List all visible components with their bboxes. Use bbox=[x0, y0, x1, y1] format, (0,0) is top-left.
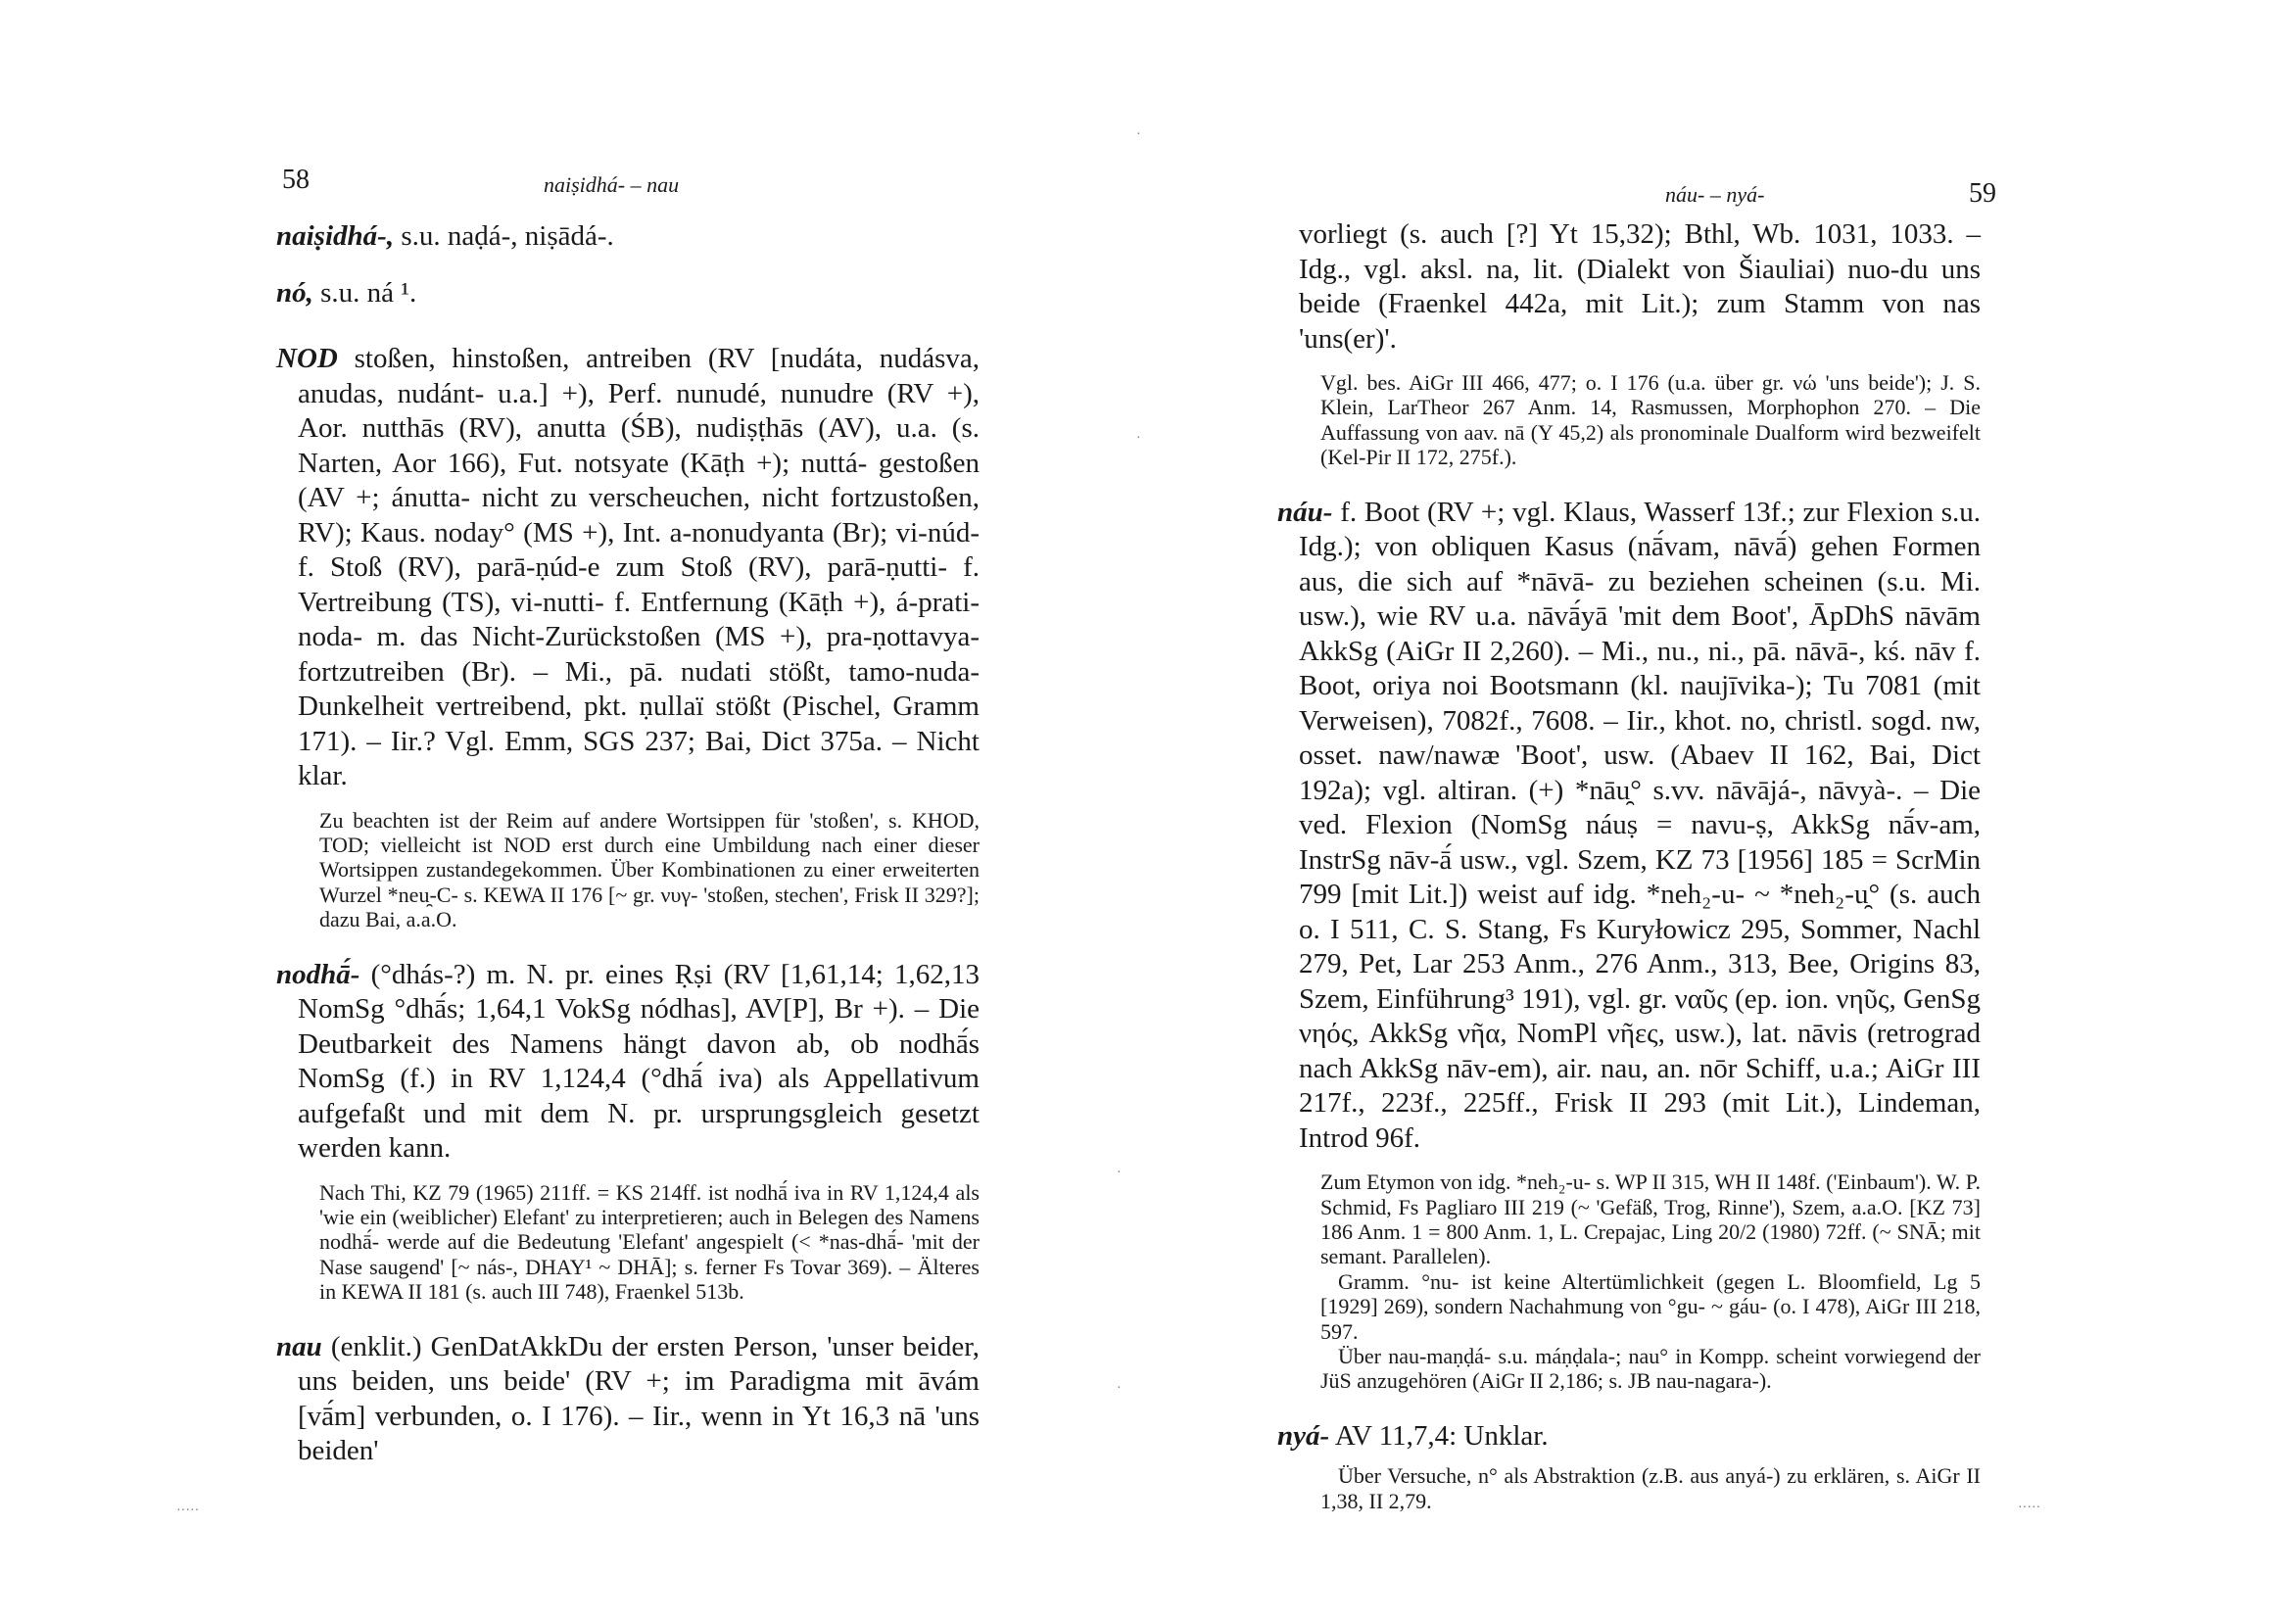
note-nodha: Nach Thi, KZ 79 (1965) 211ff. = KS 214ff. ist nodhā́ iva in RV 1,124,4 als 'wie ein (weiblicher) Elefant' zu interpretieren; auch in Belegen des Namens nodhā́- werde auf die Bedeutung 'Elefant' angespielt (< *nas-dhā́- 'mit der Nase saugend' [~ nás-, DHAY¹ ~ DHĀ]; s. ferner Fs Tovar 369). – Älteres in KEWA II 181 (s. auch III 748), Fraenkel 513b. bbox=[319, 1179, 980, 1305]
note-nya: Über Versuche, n° als Abstraktion (z.B. aus anyá-) zu erklären, s. AiGr II 1,38, II 2,79. bbox=[1320, 1463, 1981, 1513]
entry-nod: NOD stoßen, hinstoßen, antreiben (RV [nudáta, nudásva, anudas, nudánt- u.a.] +), Perf. nunudé, nunudre (RV +), Aor. nutthās (RV), anutta (ŚB), nudiṣṭhās (AV), u.a. (s. Narten, Aor 166), Fut. notsyate (Kāṭh +); nuttá- gestoßen (AV +; ánutta- nicht zu verscheuchen, nicht fortzustoßen, RV); Kaus. noday° (MS +), Int. a-nonudyanta (Br); vi-núd- f. Stoß (RV), parā-ṇúd-e zum Stoß (RV), parā-ṇutti- f. Vertreibung (TS), vi-nutti- f. Entfernung (Kāṭh +), á-prati-noda- m. das Nicht-Zurückstoßen (MS +), pra-ṇottavya- fortzutreiben (Br). – Mi., pā. nudati stößt, tamo-nuda- Dunkelheit vertreibend, pkt. ṇullaï stößt (Pischel, Gramm 171). – Iir.? Vgl. Emm, SGS 237; Bai, Dict 375a. – Nicht klar. bbox=[276, 343, 980, 791]
scan-mark: ····· bbox=[176, 1503, 200, 1518]
entry-nau-boot: náu- f. Boot (RV +; vgl. Klaus, Wasserf 13f.; zur Flexion s.u. Idg.); von obliquen Kasus (nā́vam, nāvā́) gehen Formen aus, die sich auf *nāvā- zu beziehen scheinen (s.u. Mi. usw.), wie RV u.a. nāvā́yā 'mit dem Boot', ĀpDhS nāvām AkkSg (AiGr II 2,260). – Mi., nu., ni., pā. nāvā-, kś. nāv f. Boot, oriya noi Bootsmann (kl. naujīvika-); Tu 7081 (mit Verweisen), 7082f., 7608. – Iir., khot. no, christl. sogd. nw, osset. naw/nawæ 'Boot', usw. (Abaev II 162, Bai, Dict 192a); vgl. altiran. (+) *nāu̯° s.vv. nāvājá-, nāvyà-. – Die ved. Flexion (NomSg náuṣ = navu-ṣ, AkkSg nā́v-am, InstrSg nāv-ā́ usw., vgl. Szem, KZ 73 [1956] 185 = ScrMin 799 [mit Lit.]) weist auf idg. *neh₂-u- ~ *neh₂-u̯° (s. auch o. I 511, C. S. Stang, Fs Kuryłowicz 295, Sommer, Nachl 279, Pet, Lar 253 Anm., 276 Anm., 313, Bee, Origins 83, Szem, Einführung³ 191), vgl. gr. ναῦς (ep. ion. νηῦς, GenSg νηός, AkkSg νῆα, NomPl νῆες, usw.), lat. nāvis (retrograd nach AkkSg nāv-em), air. nau, an. nōr Schiff, u.a.; AiGr III 217f., 223f., 225ff., Frisk II 293 (mit Lit.), Lindeman, Introd 96f. bbox=[1277, 496, 1981, 1154]
scan-mark: · bbox=[1136, 431, 1141, 446]
scan-mark: ····· bbox=[2018, 1501, 2041, 1515]
scan-mark: · bbox=[1136, 127, 1141, 142]
note-nau-cont: Vgl. bes. AiGr III 466, 477; o. I 176 (u.a. über gr. νώ 'uns beide'); J. S. Klein, LarTheor 267 Anm. 14, Rasmussen, Morphophon 270. – Die Auffassung von aav. nā (Y 45,2) als pronominale Dualform wird bezweifelt (Kel-Pir II 172, 275f.). bbox=[1320, 370, 1981, 470]
right-column bbox=[1277, 217, 1981, 1513]
entry-no: nó, s.u. ná ¹. bbox=[276, 276, 417, 309]
running-head-left: naiṣidhá- – nau bbox=[544, 172, 680, 197]
entry-nodha: nodhā́- (°dhás-?) m. N. pr. eines Ṛṣi (RV [1,61,14; 1,62,13 NomSg °dhā́s; 1,64,1 VokSg nódhas], AV[P], Br +). – Die Deutbarkeit des Namens hängt davon ab, ob nodhā́s NomSg (f.) in RV 1,124,4 (°dhā́ iva) als Appellativum aufgefaßt und mit dem N. pr. ursprungsgleich gesetzt werden kann. bbox=[276, 958, 980, 1165]
entry-nau: nau (enklit.) GenDatAkkDu der ersten Person, 'unser beider, uns beiden, uns beide' (RV +; im Paradigma mit āvám [vā́m] verbunden, o. I 176). – Iir., wenn in Yt 16,3 nā 'uns beiden' bbox=[276, 1330, 980, 1467]
entry-nya: nyá- AV 11,7,4: Unklar. bbox=[1277, 1419, 1549, 1452]
note-nau-etymon: Zum Etymon von idg. *neh₂-u- s. WP II 315, WH II 148f. ('Einbaum'). W. P. Schmid, Fs Pagliaro III 219 (~ 'Gefäß, Trog, Rinne'), Szem, a.a.O. [KZ 73] 186 Anm. 1 = 800 Anm. 1, L. Crepajac, Ling 20/2 (1980) 72ff. (~ SNĀ; mit semant. Parallelen). bbox=[1320, 1169, 1981, 1269]
continuation-nau: vorliegt (s. auch [?] Yt 15,32); Bthl, Wb. 1031, 1033. – Idg., vgl. aksl. na, lit. (Dialekt von Šiauliai) nuo-du uns beide (Fraenkel 442a, mit Lit.); zum Stamm von nas 'uns(er)'. bbox=[1299, 218, 1981, 355]
scan-mark: · bbox=[1117, 1166, 1122, 1180]
left-column bbox=[276, 219, 980, 1469]
right-page bbox=[1148, 0, 2296, 1622]
note-nod: Zu beachten ist der Reim auf andere Wortsippen für 'stoßen', s. KHOD, TOD; vielleicht ist NOD erst durch eine Umbildung nach einer dieser Wortsippen zustandegekommen. Über Kombinationen zu einer erweiterten Wurzel *neu̯-C- s. KEWA II 176 [~ gr. νυγ- 'stoßen, stechen', Frisk II 329?]; dazu Bai, a.a.O. bbox=[319, 807, 980, 932]
scan-mark: · bbox=[1117, 1381, 1122, 1396]
page-number-left: 58 bbox=[282, 165, 310, 195]
note-nau-gramm: Gramm. °nu- ist keine Altertümlichkeit (gegen L. Bloomfield, Lg 5 [1929] 269), sondern Nachahmung von °gu- ~ gáu- (o. I 478), AiGr III 218, 597. bbox=[1320, 1268, 1981, 1344]
page-number-right: 59 bbox=[1969, 178, 1996, 209]
running-head-right: náu- – nyá- bbox=[1665, 182, 1765, 207]
note-nau-komp: Über nau-maṇḍá- s.u. máṇḍala-; nau° in Kompp. scheint vorwiegend der JüS anzugehören (AiGr II 2,186; s. JB nau-nagara-). bbox=[1320, 1343, 1981, 1394]
entry-naisidha: naiṣidhá-, s.u. naḍá-, niṣādá-. bbox=[276, 220, 614, 252]
